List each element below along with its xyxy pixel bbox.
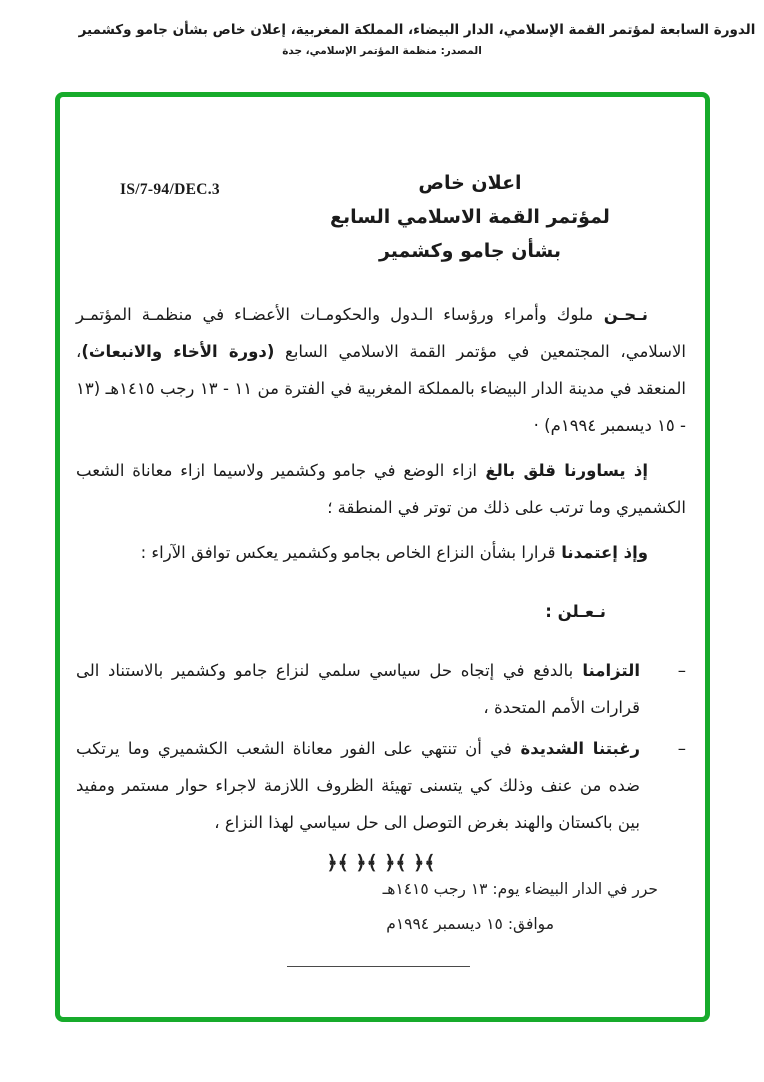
ornament-divider-icon: ﴾﴿ ﴾﴿ ﴾﴿ ﴾﴿: [326, 852, 436, 874]
header-source: المصدر: منظمة المؤتمر الإسلامي، جدة: [282, 45, 482, 57]
declare-label: نـعـلن :: [545, 602, 606, 621]
title-line-3: بشأن جامو وكشمير: [378, 240, 562, 262]
list-item-text: رغبتنا الشديدة في أن تنتهي على الفور معاناة الشعب الكشميري وما يرتكب ضده من عنف وذلك كي يتسنى تهيئة الظروف اللازمة لاجراء حوار مستمر ومفيد بين باكستان والهند بغرض التوصل الى حل سياسي لهذا النزاع ،: [76, 739, 640, 832]
list-item: [76, 730, 686, 841]
dash-bullet-icon: –: [677, 739, 686, 758]
page-header: [0, 22, 764, 57]
list-item: [76, 652, 686, 726]
dash-bullet-icon: –: [677, 661, 686, 680]
title-line-1: اعلان خاص: [418, 172, 522, 194]
document-reference: IS/7-94/DEC.3: [120, 181, 220, 198]
footer-date-gregorian: موافق: ١٥ ديسمبر ١٩٩٤م: [386, 915, 554, 933]
paragraph-resolution: وإذ إعتمدنا قرارا بشأن النزاع الخاص بجامو وكشمير يعكس توافق الآراء :: [140, 543, 648, 562]
bottom-rule: [287, 966, 470, 967]
document-body: [76, 296, 686, 882]
footer-date-hijri: حرر في الدار البيضاء يوم: ١٣ رجب ١٤١٥هـ: [382, 880, 658, 898]
paragraph-concern: إذ يساورنا قلق بالغ ازاء الوضع في جامو وكشمير ولاسيما ازاء معاناة الشعب الكشميري وما ترتب على ذلك من توتر في المنطقة ؛: [76, 461, 686, 517]
header-title: الدورة السابعة لمؤتمر القمة الإسلامي، الدار البيضاء، المملكة المغربية، إعلان خاص بشأن جامو وكشمير: [78, 22, 756, 38]
document-footer: [383, 872, 658, 942]
document-title: [250, 172, 690, 274]
paragraph-preamble: نـحـن ملوك وأمراء ورؤساء الـدول والحكومـات الأعضـاء في منظمـة المؤتمـر الاسلامي، المجتمعين في مؤتمر القمة الاسلامي السابع (دورة الأخاء والانبعاث)، المنعقد في مدينة الدار البيضاء بالمملكة المغربية في الفترة من ١١ - ١٣ رجب ١٤١٥هـ (١٣ - ١٥ ديسمبر ١٩٩٤م) ·: [76, 305, 687, 435]
list-item-text: التزامنا بالدفع في إتجاه حل سياسي سلمي لنزاع جامو وكشمير بالاستناد الى قرارات الأمم المتحدة ،: [76, 661, 640, 717]
declaration-list: [76, 652, 686, 841]
title-line-2: لمؤتمر القمة الاسلامي السابع: [330, 206, 610, 228]
